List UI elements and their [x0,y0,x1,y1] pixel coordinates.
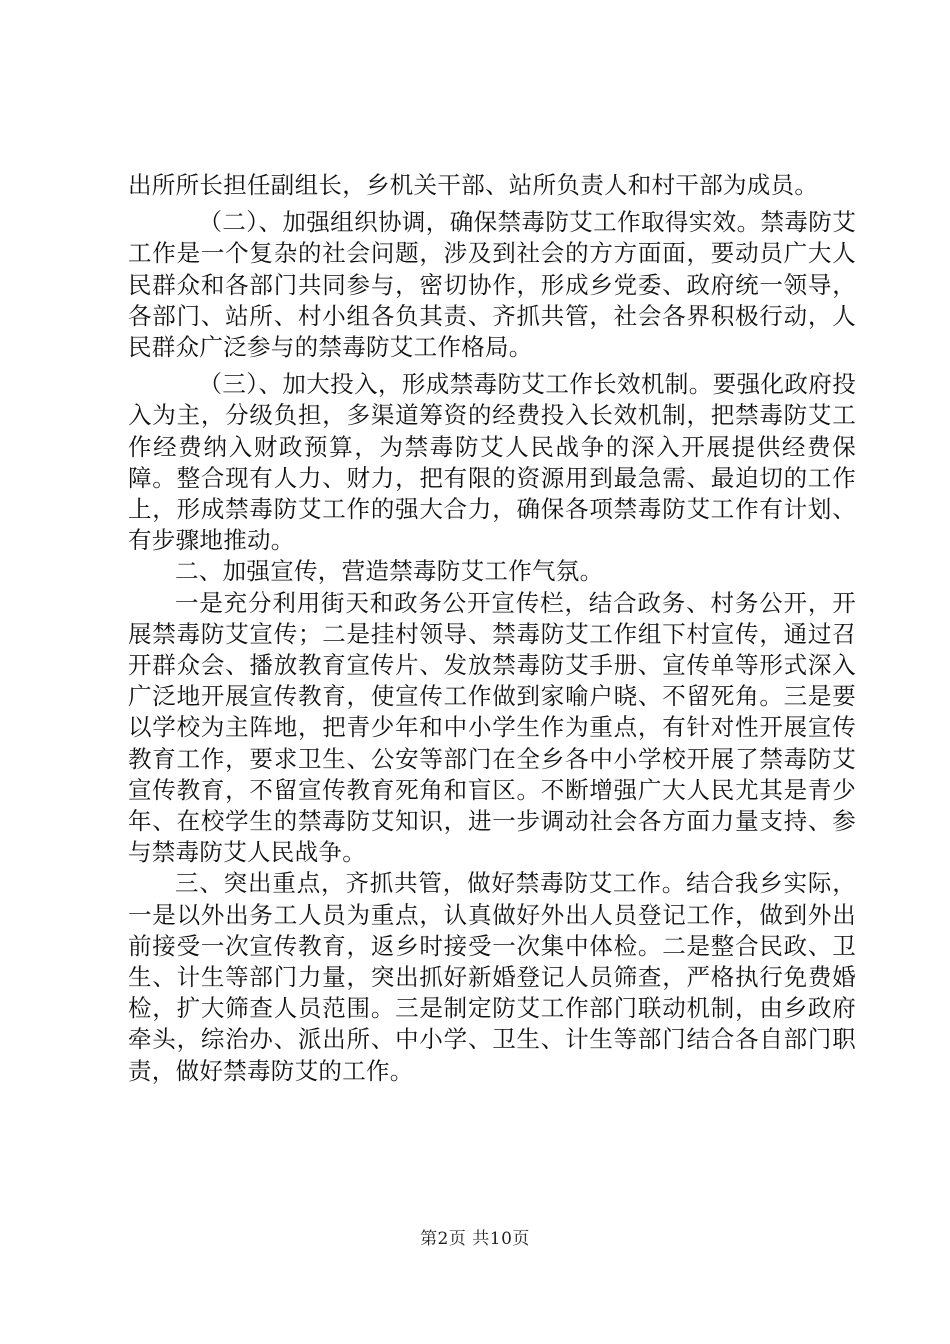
page-footer: 第2页 共10页 [420,1229,530,1249]
paragraph: （二）、加强组织协调，确保禁毒防艾工作取得实效。禁毒防艾工作是一个复杂的社会问题，涉及到社会的方方面面，要动员广大人民群众和各部门共同参与，密切协作，形成乡党委、政府统一领导，各部门、站所、村小组各负其责、齐抓共管，社会各界积极行动，人民群众广泛参与的禁毒防艾工作格局。 [128,208,856,362]
document-body [128,170,856,1087]
paragraph: 三、突出重点，齐抓共管，做好禁毒防艾工作。结合我乡实际，一是以外出务工人员为重点，认真做好外出人员登记工作，做到外出前接受一次宣传教育，返乡时接受一次集中体检。二是整合民政、卫生、计生等部门力量，突出抓好新婚登记人员筛查，严格执行免费婚检，扩大筛查人员范围。三是制定防艾工作部门联动机制，由乡政府牵头，综治办、派出所、中小学、卫生、计生等部门结合各自部门职责，做好禁毒防艾的工作。 [128,869,856,1085]
section-heading: 二、加强宣传，营造禁毒防艾工作气氛。 [175,557,604,586]
paragraph: （三）、加大投入，形成禁毒防艾工作长效机制。要强化政府投入为主，分级负担，多渠道筹资的经费投入长效机制，把禁毒防艾工作经费纳入财政预算，为禁毒防艾人民战争的深入开展提供经费保障。整合现有人力、财力，把有限的资源用到最急需、最迫切的工作上，形成禁毒防艾工作的强大合力，确保各项禁毒防艾工作有计划、有步骤地推动。 [128,370,856,555]
paragraph: 出所所长担任副组长，乡机关干部、站所负责人和村干部为成员。 [128,171,819,199]
paragraph: 一是充分利用街天和政务公开宣传栏，结合政务、村务公开，开展禁毒防艾宣传；二是挂村领导、禁毒防艾工作组下村宣传，通过召开群众会、播放教育宣传片、发放禁毒防艾手册、宣传单等形式深入广泛地开展宣传教育，使宣传工作做到家喻户晓、不留死角。三是要以学校为主阵地，把青少年和中小学生作为重点，有针对性开展宣传教育工作，要求卫生、公安等部门在全乡各中小学校开展了禁毒防艾宣传教育，不留宣传教育死角和盲区。不断增强广大人民尤其是青少年、在校学生的禁毒防艾知识，进一步调动社会各方面力量支持、参与禁毒防艾人民战争。 [128,588,856,867]
